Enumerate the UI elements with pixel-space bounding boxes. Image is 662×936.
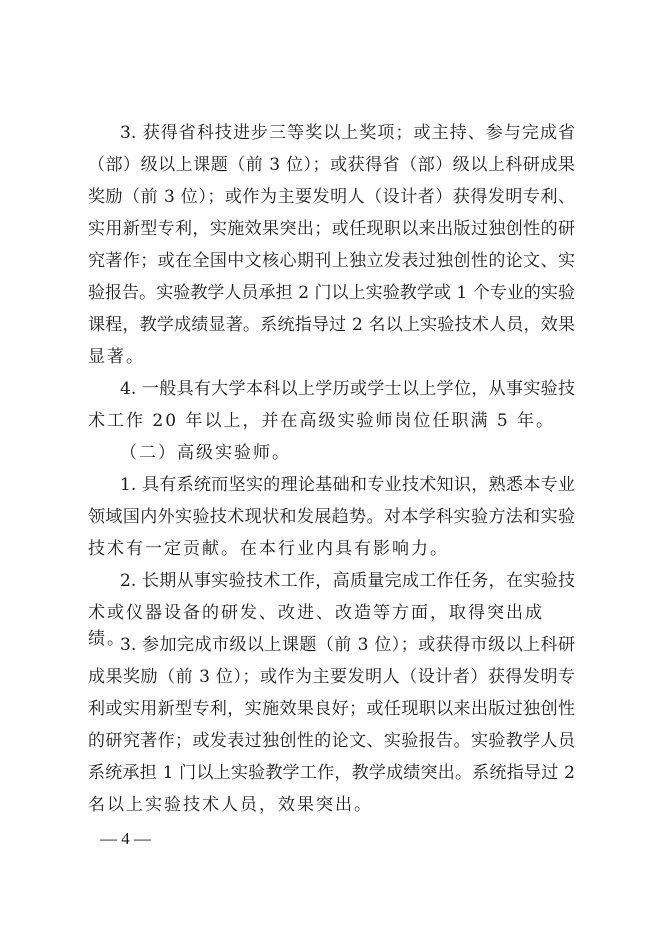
text-line: 3. 参加完成市级以上课题（前 3 位）；或获得市级以上科研 — [120, 635, 575, 655]
text-line: 究著作；或在全国中文核心期刊上独立发表过独创性的论文、实 — [88, 251, 575, 271]
text-line: 术或仪器设备的研发、改进、改造等方面，取得突出成绩。 — [88, 603, 544, 649]
text-line: 领域国内外实验技术现状和发展趋势。对本学科实验方法和实验 — [88, 507, 575, 527]
text-line: （部）级以上课题（前 3 位）；或获得省（部）级以上科研成果 — [88, 155, 575, 175]
text-line: 利或实用新型专利，实施效果良好；或任现职以来出版过独创性 — [88, 699, 575, 719]
text-line: 名以上实验技术人员，效果突出。 — [88, 795, 373, 815]
text-line: 课程，教学成绩显著。系统指导过 2 名以上实验技术人员，效果 — [88, 315, 575, 335]
text-line: 技术有一定贡献。在本行业内具有影响力。 — [88, 539, 449, 559]
text-line: 成果奖励（前 3 位）；或作为主要发明人（设计者）获得发明专 — [88, 667, 575, 687]
text-line: （二）高级实验师。 — [120, 443, 291, 463]
text-line: 4. 一般具有大学本科以上学历或学士以上学位，从事实验技 — [120, 379, 575, 399]
text-line: 系统承担 1 门以上实验教学工作，教学成绩突出。系统指导过 2 — [88, 763, 575, 783]
text-line: 3. 获得省科技进步三等奖以上奖项；或主持、参与完成省 — [120, 123, 575, 143]
text-line: 实用新型专利，实施效果突出；或任现职以来出版过独创性的研 — [88, 219, 575, 239]
text-line: 的研究著作；或发表过独创性的论文、实验报告。实验教学人员 — [88, 731, 575, 751]
text-line: 验报告。实验教学人员承担 2 门以上实验教学或 1 个专业的实验 — [88, 283, 575, 303]
text-line: 2. 长期从事实验技术工作，高质量完成工作任务，在实验技 — [120, 571, 575, 591]
text-line: 显著。 — [88, 347, 145, 367]
page-number: — 4 — — [100, 829, 151, 848]
text-line: 奖励（前 3 位）；或作为主要发明人（设计者）获得发明专利、 — [88, 187, 575, 207]
text-line: 术工作 20 年以上，并在高级实验师岗位任职满 5 年。 — [88, 411, 556, 431]
text-line: 1. 具有系统而坚实的理论基础和专业技术知识，熟悉本专业 — [120, 475, 575, 495]
